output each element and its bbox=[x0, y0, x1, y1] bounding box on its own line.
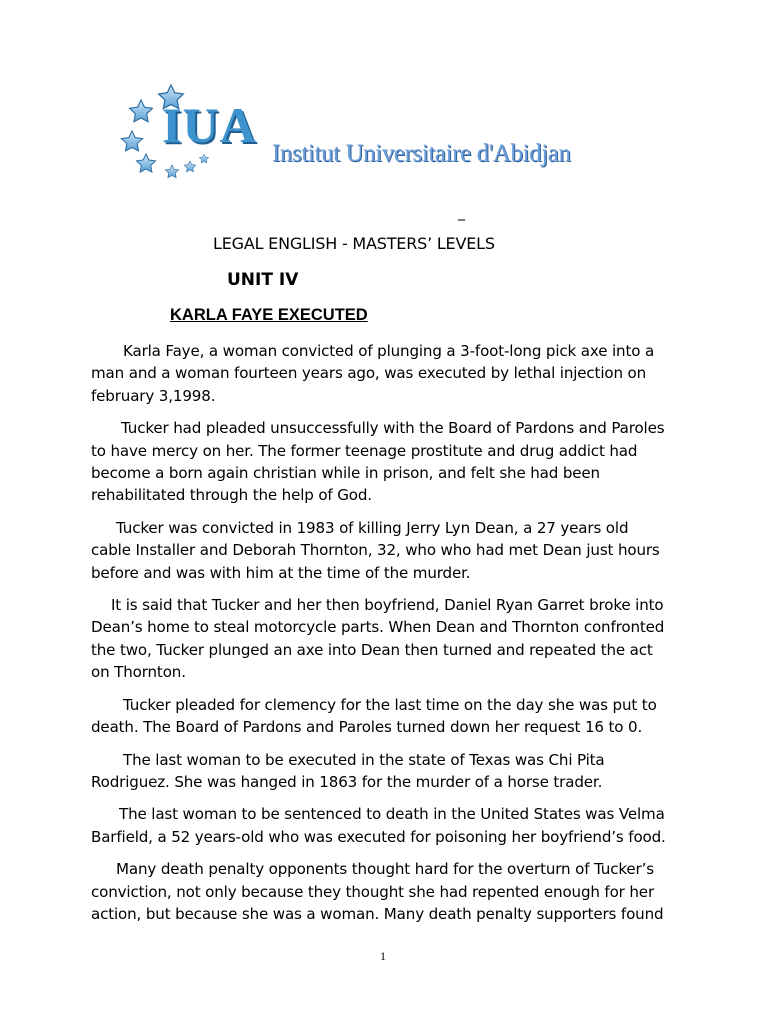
paragraph-5: Tucker pleaded for clemency for the last time on the day she was put to death. The Board of Pardons and Paroles turned down her request 16 to 0. bbox=[91, 695, 657, 737]
unit-title: UNIT IV bbox=[227, 270, 299, 290]
paragraph-4: It is said that Tucker and her then boyfriend, Daniel Ryan Garret broke into Dean’s home to steal motorcycle parts. When Dean and Thornton confronted the two, Tucker plunged an axe into Dean then turned and repeated the act on Thornton. bbox=[91, 596, 665, 682]
paragraph-7: The last woman to be sentenced to death in the United States was Velma Barfield, a 52 years-old who was executed for poisoning her boyfriend’s food. bbox=[91, 805, 666, 846]
institution-logo bbox=[118, 82, 598, 182]
paragraph-1: Karla Faye, a woman convicted of plunging a 3-foot-long pick axe into a man and a woman fourteen years ago, was executed by lethal injection on february 3,1998. bbox=[91, 342, 655, 405]
course-title: LEGAL ENGLISH - MASTERS’ LEVELS bbox=[213, 234, 495, 253]
page-number: 1 bbox=[380, 949, 386, 963]
header-dash: _ bbox=[458, 205, 465, 221]
paragraph-2: Tucker had pleaded unsuccessfully with the Board of Pardons and Paroles to have mercy on her. The former teenage prostitute and drug addict had become a born again christian while in prison, and felt she had been rehabilitated through the help of God. bbox=[91, 419, 665, 505]
logo-mark: IUA bbox=[162, 97, 257, 153]
article-title: KARLA FAYE EXECUTED bbox=[170, 306, 368, 324]
paragraph-3: Tucker was convicted in 1983 of killing Jerry Lyn Dean, a 27 years old cable Installer and Deborah Thornton, 32, who who had met Dean just hours before and was with him at the time of the murder. bbox=[91, 518, 660, 582]
institution-name: Institut Universitaire d'Abidjan bbox=[272, 140, 571, 167]
article-body bbox=[91, 340, 671, 935]
paragraph-8: Many death penalty opponents thought hard for the overturn of Tucker’s conviction, not only because they thought she had repented enough for her action, but because she was a woman. Many death penalty supporters found bbox=[91, 860, 664, 923]
paragraph-6: The last woman to be executed in the state of Texas was Chi Pita Rodriguez. She was hanged in 1863 for the murder of a horse trader. bbox=[91, 750, 605, 791]
